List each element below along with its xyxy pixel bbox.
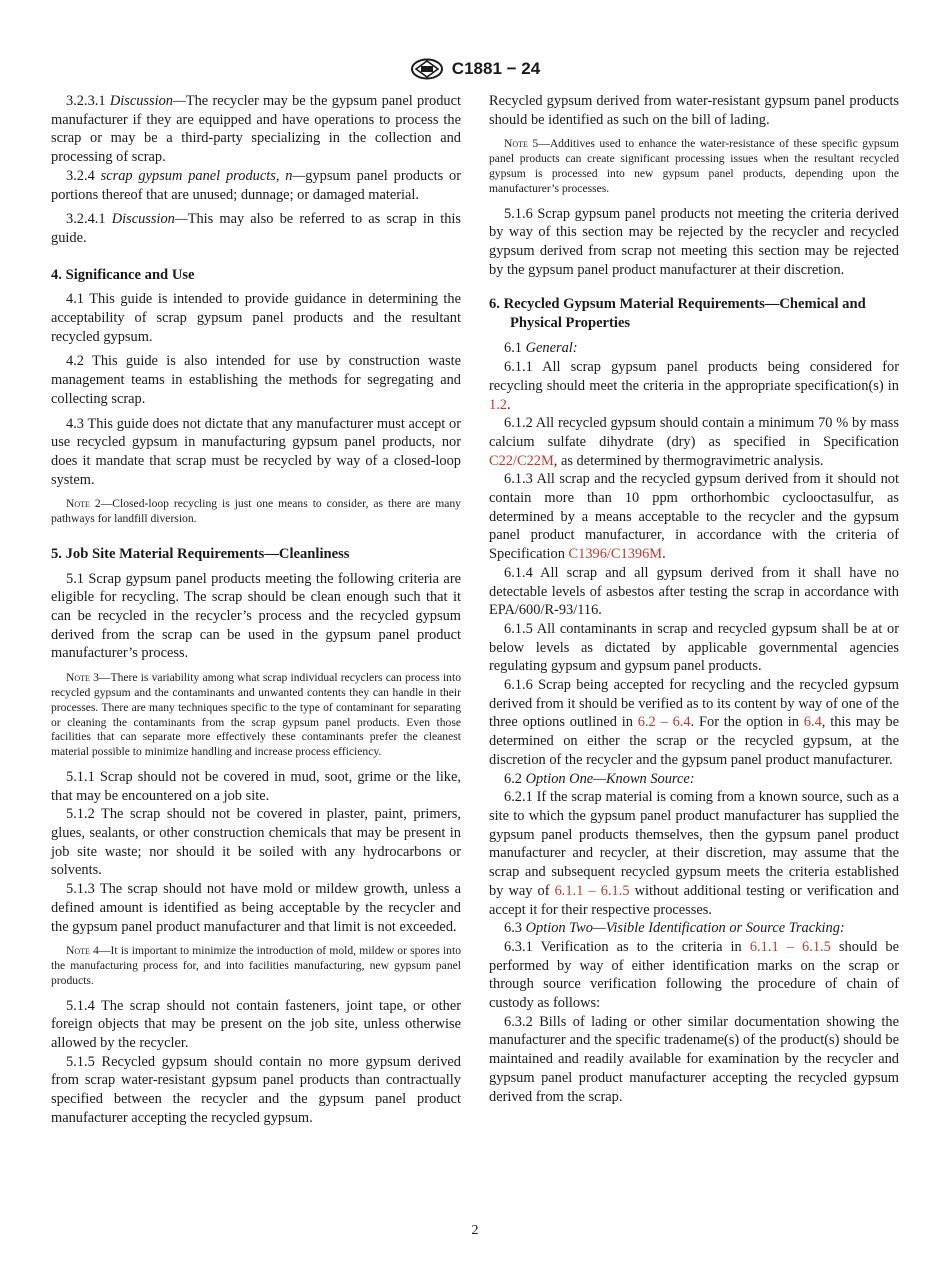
- section-4-2: 4.2 This guide is also intended for use by construction waste management teams in establishing the methods for segregating and collecting scrap.: [51, 353, 461, 407]
- note-4: Note 4—It is important to minimize the introduction of mold, mildew or spores into the manufacturing process for, and into facilities manufacturing, new gypsum panel products.: [51, 944, 461, 987]
- link-c1396[interactable]: C1396/C1396M: [568, 546, 663, 563]
- section-5-1-2: 5.1.2 The scrap should not be covered in plaster, paint, primers, glues, sealants, or other construction chemicals that may be present in job site waste; nor should it be soiled with any hydrocarbons or solvents.: [51, 806, 461, 879]
- section-5-1-4: 5.1.4 The scrap should not contain fasteners, joint tape, or other foreign objects that may be present on the job site, unless otherwise allowed by the recycler.: [51, 997, 461, 1052]
- heading-section-4: 4. Significance and Use: [51, 266, 195, 283]
- section-5-1-6: 5.1.6 Scrap gypsum panel products not meeting the criteria derived by way of this section may be rejected by the recycler and recycled gypsum derived from scrap not meeting this section may be rejected by the gypsum panel product manufacturer at their discretion.: [489, 205, 899, 278]
- link-6-1-1-6-1-5-b[interactable]: 6.1.1 – 6.1.5: [749, 938, 831, 955]
- section-5-1-3: 5.1.3 The scrap should not have mold or mildew growth, unless a defined amount is identified as being acceptable by the recycler and the gypsum panel product manufacturer and that limit is not exceeded.: [51, 881, 461, 935]
- standard-designation: C1881 − 24: [451, 59, 541, 78]
- section-6-1-2: 6.1.2 All recycled gypsum should contain a minimum 70 % by mass calcium sulfate dihydrate (dry) as specified in Specification C22/C22M, as determined by thermogravimetric analysis.: [489, 415, 899, 469]
- section-6-1-1: 6.1.1 All scrap gypsum panel products being considered for recycling should meet the criteria in the appropriate specification(s) in 1.2.: [489, 359, 899, 413]
- section-5-1: 5.1 Scrap gypsum panel products meeting the following criteria are eligible for recycling. The scrap should be clean enough such that it can be recycled in the recycler’s process and the recycled gypsum derived from the scrap can be used in the gypsum panel product manufacturer’s process.: [51, 570, 461, 662]
- section-4-3: 4.3 This guide does not dictate that any manufacturer must accept or use recycled gypsum in manufacturing gypsum panel products, nor does it mandate that scrap must be recycled by way of a closed-loop system.: [51, 415, 461, 488]
- note-5: Note 5—Additives used to enhance the water-resistance of these specific gypsum panel products can create significant processing issues when the resultant recycled gypsum is processed into new gypsum panel products, depending upon the manufacturer’s processes.: [489, 137, 900, 195]
- section-3-2-4-1: 3.2.4.1 Discussion—This may also be referred to as scrap in this guide.: [51, 211, 461, 246]
- right-column: [489, 92, 899, 1106]
- section-6-2: 6.2 Option One—Known Source:: [504, 770, 695, 787]
- heading-section-6: 6. Recycled Gypsum Material Requirements—Chemical and Physical Properties: [489, 296, 866, 332]
- link-1-2[interactable]: 1.2: [489, 396, 507, 413]
- section-3-2-4: 3.2.4 scrap gypsum panel products, n—gypsum panel products or portions thereof that are unused; dunnage; or damaged material.: [51, 167, 462, 203]
- section-6-1-4: 6.1.4 All scrap and all gypsum derived from it shall have no detectable levels of asbestos after testing the scrap in accordance with EPA/600/R-93/116.: [489, 564, 899, 619]
- section-5-1-5: 5.1.5 Recycled gypsum should contain no more gypsum derived from scrap water-resistant gypsum panel products than contractually specified between the recycler and the gypsum panel product manufacturer accepting the recycled gypsum.: [51, 1053, 461, 1126]
- link-6-2-6-4[interactable]: 6.2 – 6.4: [637, 714, 691, 731]
- section-3-2-3-1: 3.2.3.1 Discussion—The recycler may be the gypsum panel product manufacturer if they are equipped and have operations to process the scrap or may be a third-party specializing in the collection and processing of scrap.: [51, 93, 461, 166]
- heading-section-5: 5. Job Site Material Requirements—Cleanliness: [51, 545, 350, 562]
- link-c22[interactable]: C22/C22M: [489, 452, 554, 469]
- section-6-3: 6.3 Option Two—Visible Identification or Source Tracking:: [504, 920, 845, 937]
- page-header: [0, 58, 950, 80]
- link-6-4[interactable]: 6.4: [803, 714, 822, 731]
- page-number: 2: [471, 1223, 479, 1238]
- astm-logo-icon: [410, 58, 444, 80]
- section-6-3-2: 6.3.2 Bills of lading or other similar documentation showing the manufacturer and the specific tradename(s) of the product(s) should be maintained and readily available for examination by the recycler and gypsum panel product manufacturer accepting the recycled gypsum derived from the scrap.: [489, 1013, 899, 1105]
- section-6-3-1: 6.3.1 Verification as to the criteria in 6.1.1 – 6.1.5 should be performed by way of either identification marks on the scrap or through source verification following the procedure of chain of custody as follows:: [489, 938, 899, 1012]
- note-2: Note 2—Closed-loop recycling is just one means to consider, as there are many pathways for landfill diversion.: [51, 497, 461, 526]
- section-6-2-1: 6.2.1 If the scrap material is coming from a known source, such as a site to which the gypsum panel product manufacturer has supplied the gypsum panel products themselves, then the gypsum panel product manufacturer and recycler, at their discretion, may assume that the scrap and subsequent recycled gypsum meets the criteria established by way of 6.1.1 – 6.1.5 without additional testing or verification and accept it for their respective processes.: [489, 789, 899, 918]
- note-3: Note 3—There is variability among what scrap individual recyclers can process into recycled gypsum and the contaminants and unwanted contents they can handle in their processes. There are many techniques specific to the type of contaminant for separating or cleaning the contaminants from the scrap gypsum panel products. Even those facilities that can separate more effectively these contaminants prefer the cleanest material possible to minimize handling and increase process efficiency.: [51, 671, 461, 759]
- link-6-1-1-6-1-5[interactable]: 6.1.1 – 6.1.5: [554, 882, 630, 899]
- section-6-1-3: 6.1.3 All scrap and the recycled gypsum derived from it should not contain more than 10 ppm orthorhombic cyclooctasulfur, as determined by a means acceptable to the recycler and the gypsum panel product manufacturer, in accordance with the criteria of Specification C1396/C1396M.: [489, 471, 899, 563]
- section-6-1-6: 6.1.6 Scrap being accepted for recycling and the recycled gypsum derived from it should be verified as to its content by way of one of the three options outlined in 6.2 – 6.4. For the option in 6.4, this may be determined on either the scrap or the recycled gypsum, at the discretion of the recycler and the gypsum panel product manufacturer.: [489, 677, 899, 768]
- section-6-1: 6.1 General:: [504, 340, 578, 357]
- section-5-1-1: 5.1.1 Scrap should not be covered in mud, soot, grime or the like, that may be encountered on a job site.: [51, 768, 461, 804]
- section-5-1-5-continued: Recycled gypsum derived from water-resistant gypsum panel products should be identified as such on the bill of lading.: [489, 93, 899, 128]
- section-4-1: 4.1 This guide is intended to provide guidance in determining the acceptability of scrap gypsum panel products and the resultant recycled gypsum.: [51, 291, 461, 345]
- section-6-1-5: 6.1.5 All contaminants in scrap and recycled gypsum shall be at or below levels as dictated by applicable governmental agencies regulating gypsum and gypsum panel products.: [489, 620, 899, 675]
- left-column: [51, 92, 461, 1128]
